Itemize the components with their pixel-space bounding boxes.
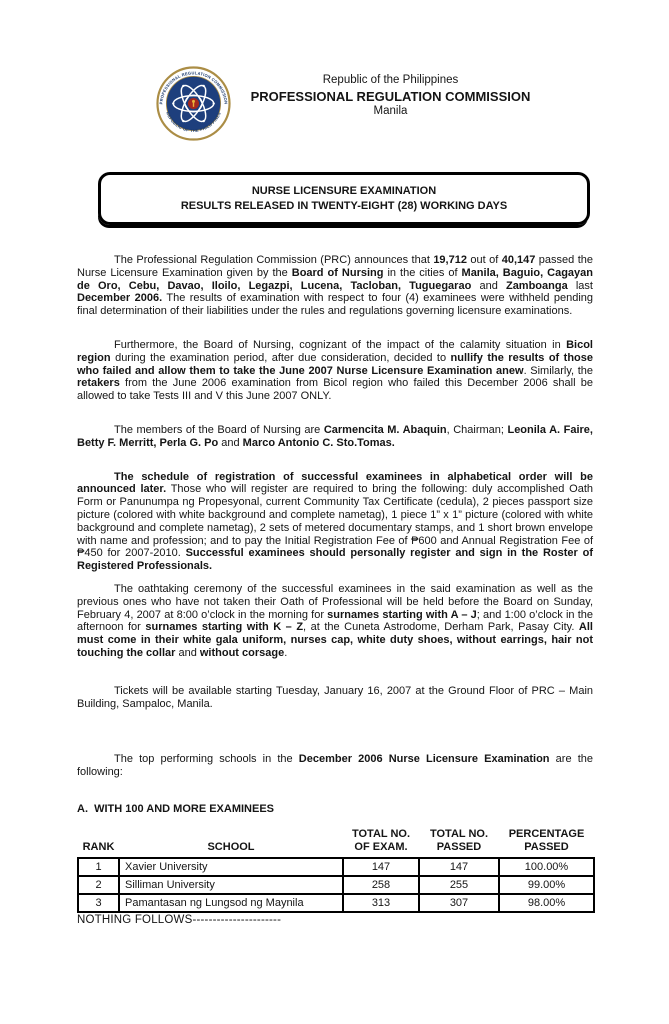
column-header: RANK (82, 840, 115, 853)
bold-text-run: Successful examinees should personally register and sign in the Roster of Registered Professionals. (77, 547, 593, 573)
bold-text-run: nullify the results of those who failed and allow them to take the June 2007 Nurse Licensure Examination anew (77, 351, 593, 377)
cell-school: Xavier University (119, 858, 343, 876)
text-run: passed the Nurse Licensure Examination given by the (77, 254, 593, 279)
document-body (77, 254, 593, 926)
cell-percentage: 99.00% (499, 876, 594, 894)
bold-text-run: Bicol region (77, 338, 593, 364)
text-run: and (218, 436, 243, 449)
table-row (78, 876, 594, 894)
bold-text-run: Manila, Baguio, Cagayan de Oro, Cebu, Davao, Iloilo, Legazpi, Lucena, Tacloban, Tuguegarao (77, 266, 593, 292)
cell-passed: 147 (419, 858, 499, 876)
text-run: Furthermore, the Board of Nursing, cognizant of the impact of the calamity situation in (114, 338, 567, 351)
text-run: ; and 1:00 o’clock in the afternoon for (77, 608, 594, 634)
paragraph-2 (77, 339, 593, 403)
cell-exam: 258 (343, 876, 419, 894)
bold-text-run: All must come in their white gala uniform, nurses cap, white duty shoes, without earrings, hair not touching the collar (77, 621, 593, 659)
cell-school: Pamantasan ng Lungsod ng Maynila (119, 894, 343, 912)
top-schools-table (77, 828, 595, 913)
document-header (112, 73, 669, 120)
paragraph-3 (77, 424, 593, 450)
seal-top-text: PROFESSIONAL REGULATION COMMISSION (158, 70, 229, 105)
nothing-follows-note: NOTHING FOLLOWS---------------------- (77, 913, 282, 926)
table-header (78, 828, 594, 858)
title-line-1: NURSE LICENSURE EXAMINATION (251, 185, 437, 197)
bold-text-run: Leonila A. Faire, Betty F. Merritt, Perla G. Po (77, 423, 593, 449)
cell-percentage: 100.00% (499, 858, 594, 876)
section-a-heading: A. WITH 100 AND MORE EXAMINEES (77, 802, 275, 815)
paragraph-4 (77, 471, 593, 573)
cell-school: Silliman University (119, 876, 343, 894)
bold-text-run: Carmencita M. Abaquin (323, 423, 447, 436)
cell-rank: 3 (78, 894, 119, 912)
column-header: TOTAL NO. OF EXAM. (351, 827, 411, 853)
text-run: from the June 2006 examination from Bicol region who failed this December 2006 shall be allowed to take Tests III and V this June 2007 ONLY. (77, 377, 593, 403)
cell-percentage: 98.00% (499, 894, 594, 912)
text-run: The oathtaking ceremony of the successful examinees in the said examination as well as the previous ones who have not taken their Oath of Professional will be held before the Board on Sunday, February 4, 2007 at 8:00 o’clock in the morning for (77, 582, 593, 621)
text-run: , at the Cuneta Astrodome, Derham Park, Pasay City. (303, 621, 579, 634)
text-run: . (284, 646, 288, 659)
bold-text-run: December 2006. (77, 292, 163, 305)
paragraph-5 (77, 583, 593, 660)
bold-text-run: Board of Nursing (291, 266, 384, 279)
bold-text-run: December 2006 Nurse Licensure Examination (298, 753, 550, 766)
text-run: . Similarly, the (523, 364, 593, 377)
seal-bottom-text: REPUBLIC OF THE PHILIPPINES (165, 111, 222, 134)
bold-text-run: 19,712 (433, 254, 467, 266)
column-header: SCHOOL (207, 840, 255, 853)
text-run: out of (466, 254, 502, 266)
bold-text-run: The schedule of registration of successful examinees in alphabetical order will be announced later. (77, 470, 593, 496)
cell-rank: 2 (78, 876, 119, 894)
bold-text-run: Zamboanga (505, 279, 568, 292)
city-line: Manila (373, 105, 408, 117)
bold-text-run: Marco Antonio C. Sto.Tomas. (242, 436, 395, 449)
cell-exam: 147 (343, 858, 419, 876)
text-run: The top performing schools in the (114, 753, 299, 766)
text-run: and (175, 646, 200, 659)
text-run: during the examination period, after due consideration, decided to (110, 351, 451, 364)
text-run: Tickets will be available starting Tuesday, January 16, 2007 at the Ground Floor of PRC – Main Building, Sampaloc, Manila. (77, 684, 593, 710)
text-run: are the following: (77, 753, 593, 779)
text-run: and (471, 279, 506, 292)
bold-text-run: 40,147 (501, 254, 536, 266)
paragraph-6 (77, 685, 593, 711)
paragraph-1 (77, 254, 593, 318)
text-run: The Professional Regulation Commission (PRC) announces that (114, 254, 434, 266)
bold-text-run: surnames starting with K – Z (145, 621, 304, 634)
text-run: in the cities of (383, 266, 462, 279)
table-row (78, 858, 594, 876)
title-box (98, 172, 590, 225)
text-run: The results of examination with respect to four (4) examinees were withheld pending final determination of their liabilities under the rules and regulations governing licensure examinations. (77, 292, 594, 318)
commission-name: PROFESSIONAL REGULATION COMMISSION (250, 88, 531, 104)
bold-text-run: retakers (77, 377, 120, 390)
column-header: TOTAL NO. PASSED (429, 827, 489, 853)
text-run: , Chairman; (446, 423, 508, 436)
bold-text-run: surnames starting with A – J (327, 608, 477, 621)
cell-passed: 255 (419, 876, 499, 894)
republic-line: Republic of the Philippines (322, 74, 459, 86)
table-row (78, 894, 594, 912)
text-run: Those who will register are required to bring the following: duly accomplished Oath Form or Panunumpa ng Propesyonal, current Community Tax Certificate (cedula), 2 pieces passport size picture (colored with white background and complete nametag), 1 piece 1” x 1” picture (colored with white background and complete nametag), 2 sets of metered documentary stamps, and 1 short brown envelope with name and profession; and to pay the Initial Registration Fee of ₱600 and Annual Registration Fee of ₱450 for 2007-2010. (77, 483, 593, 560)
title-line-2: RESULTS RELEASED IN TWENTY-EIGHT (28) WORKING DAYS (180, 200, 508, 212)
text-run: The members of the Board of Nursing are (114, 423, 324, 436)
text-run: last (567, 279, 593, 292)
bold-text-run: without corsage (199, 646, 285, 659)
cell-passed: 307 (419, 894, 499, 912)
paragraph-7 (77, 753, 593, 779)
cell-exam: 313 (343, 894, 419, 912)
column-header: PERCENTAGE PASSED (508, 827, 585, 853)
cell-rank: 1 (78, 858, 119, 876)
document-paragraphs (77, 254, 593, 779)
